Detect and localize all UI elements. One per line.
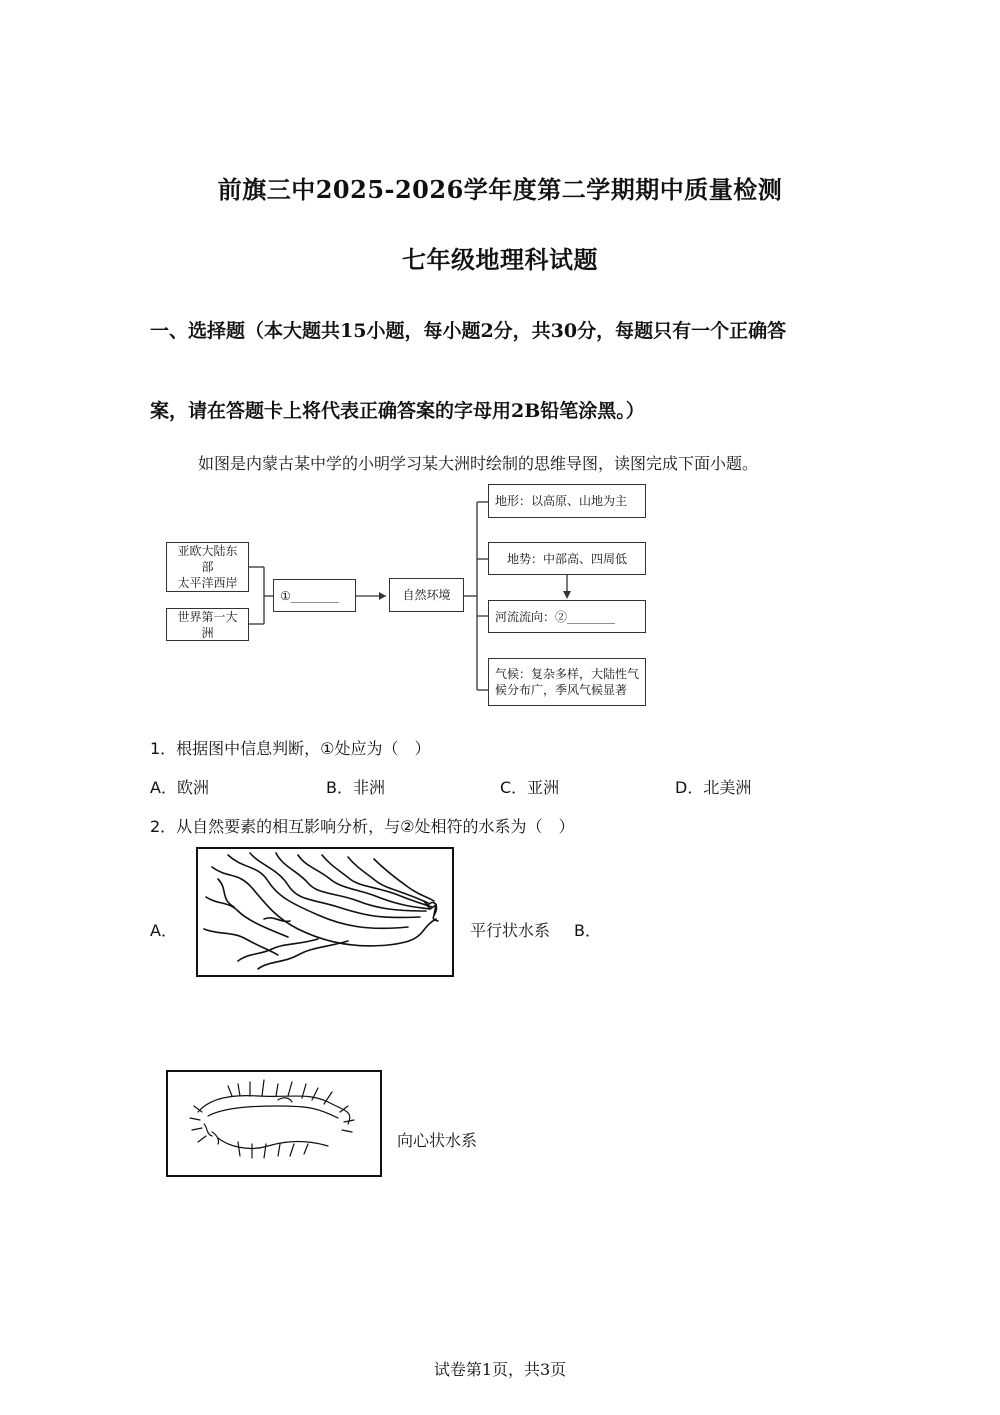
natural-environment-text: 自然环境 — [402, 588, 451, 602]
size-text: 世界第一大洲 — [177, 609, 238, 640]
q2-option-b-label[interactable]: B． — [574, 921, 601, 940]
q1-option-d[interactable]: D．北美洲 — [675, 778, 752, 797]
river-text: 河流流向：②________ — [495, 609, 616, 624]
q2-option-b-caption: 向心状水系 — [397, 1131, 478, 1150]
question-2-stem: 2．从自然要素的相互影响分析，与②处相符的水系为（ ） — [150, 817, 575, 836]
climate-line2: 候分布广，季风气候显著 — [495, 683, 628, 697]
relief-text: 地势：中部高、四周低 — [506, 551, 627, 566]
q1-option-c[interactable]: C．亚洲 — [500, 778, 560, 797]
climate-box — [488, 658, 646, 706]
question-1-stem: 1．根据图中信息判断，①处应为（ ） — [150, 739, 431, 758]
parallel-drainage-sketch — [198, 849, 451, 974]
exam-subtitle: 七年级地理科试题 — [402, 245, 598, 274]
size-box — [166, 608, 249, 641]
centripetal-drainage-image — [166, 1070, 382, 1177]
climate-line1: 气候：复杂多样，大陆性气 — [495, 667, 640, 681]
q1-option-a[interactable]: A．欧洲 — [150, 778, 209, 797]
q2-option-a-caption: 平行状水系 — [470, 921, 551, 940]
location-line2: 太平洋西岸 — [177, 576, 238, 590]
location-line1: 亚欧大陆东部 — [177, 544, 238, 574]
q1-option-b[interactable]: B．非洲 — [326, 778, 385, 797]
q2-option-a-label[interactable]: A． — [150, 921, 177, 940]
section-heading-line1: 一、选择题（本大题共15小题，每小题2分，共30分，每题只有一个正确答 — [150, 320, 787, 342]
page-footer: 试卷第1页，共3页 — [433, 1360, 567, 1379]
parallel-drainage-image — [196, 847, 454, 977]
centripetal-drainage-sketch — [168, 1072, 380, 1175]
terrain-text: 地形：以高原、山地为主 — [495, 494, 628, 508]
terrain-box — [488, 484, 646, 518]
question-intro: 如图是内蒙古某中学的小明学习某大洲时绘制的思维导图，读图完成下面小题。 — [198, 454, 759, 473]
blank1-box — [273, 579, 356, 612]
section-heading-line2: 案，请在答题卡上将代表正确答案的字母用2B铅笔涂黑。） — [150, 400, 645, 422]
blank1-text: ①________ — [280, 588, 339, 603]
exam-title: 前旗三中2025-2026学年度第二学期期中质量检测 — [217, 175, 783, 204]
natural-environment-box — [389, 578, 464, 612]
relief-box — [488, 542, 646, 575]
river-box — [488, 600, 646, 633]
location-box — [166, 542, 249, 592]
